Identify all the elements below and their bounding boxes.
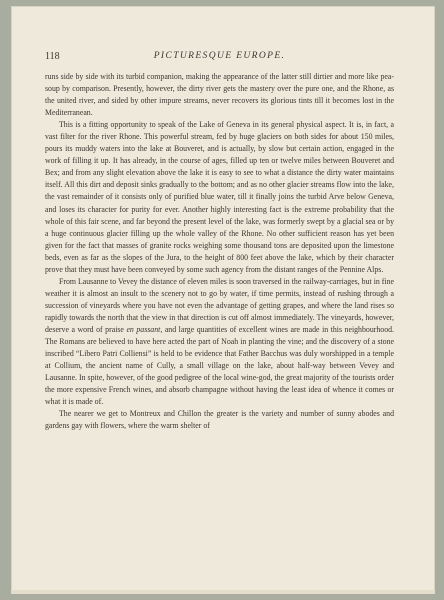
text-run: runs side by side with its turbid companion, making the appearance of the latter still dirtier and more like pea-soup by comparison. Presently, however, the dirty river gets the mastery over the pure one, and the Rhone, as the united river, and sided by other impure streams, never recovers its glorious tints till it becomes lost in the Mediterranean. xyxy=(45,72,394,118)
paragraph xyxy=(45,276,394,409)
italic-text: en passant xyxy=(126,324,161,334)
text-run: , and large quantities of excellent wines are made in this neighbourhood. The Romans are believed to have here acted the part of Noah in planting the vine; and the discovery of a stone inscribed “Libero Patri Colliensi” is held to be evidence that Father Bacchus was duly worshipped in a temple at Collium, the ancient name of Cully, a small village on the lake, about half-way between Vevey and Lausanne. In spite, however, of the good pedigree of the local wine-god, the great majority of the tourists order the more expensive French wines, and absorb champagne without having the least idea of whence it comes or what it is made of. xyxy=(45,324,394,407)
page-number: 118 xyxy=(45,51,60,62)
page-edge xyxy=(11,590,435,594)
running-head xyxy=(45,51,394,65)
text-run: From Lausanne to Vevey the distance of eleven miles is soon traversed in the railway-carriages, but in fine weather it is almost an insult to the scenery not to go by water, if time permits, instead of rushing through a succession of vineyards where you have not even the advantage of getting grapes, and where the land rises so rapidly towards the north that the view in that direction is cut off almost immediately. The vineyards, however, deserve a word of praise xyxy=(45,276,394,334)
running-title: PICTURESQUE EUROPE. xyxy=(153,51,286,61)
paragraph xyxy=(45,71,394,119)
text-run: This is a fitting opportunity to speak of the Lake of Geneva in its general physical aspect. It is, in fact, a vast filter for the river Rhone. This powerful stream, fed by huge glaciers on both sides for about 150 miles, pours its muddy waters into the lake at Bouveret, and is actually, by slow but certain action, engaged in the work of filling it up. It has already, in the course of ages, filled up ten or twelve miles between Bouveret and Bex; and from any slight elevation above the lake it is easy to see to what a distance the dirty water maintains itself. All this dirt and deposit sinks gradually to the bottom; and as no other glacier streams flow into the lake, the vast remainder of it consists only of purified blue water, till it finally joins the turbid Arve below Geneva, and loses its character for purity for ever. Another highly interesting fact is the extreme probability that the whole of this fair scene, and far beyond the present level of the lake, was formerly swept by a glacial sea or by a huge continuous glacier filling up the whole valley of the Rhone. No other sufficient reason has yet been given for the fact that masses of granite rocks weighing some thousand tons are deposited upon the limestone beds, even as far as the slopes of the Jura, to the height of 800 feet above the lake, which by their character prove that they must have been conveyed by some such agency from the distant ranges of the Pennine Alps. xyxy=(45,120,394,274)
paragraph xyxy=(45,408,394,432)
paragraph xyxy=(45,119,394,276)
body-text xyxy=(45,71,394,432)
text-run: The nearer we get to Montreux and Chillon the greater is the variety and number of sunny abodes and gardens gay with flowers, where the warm shelter of xyxy=(45,409,394,431)
